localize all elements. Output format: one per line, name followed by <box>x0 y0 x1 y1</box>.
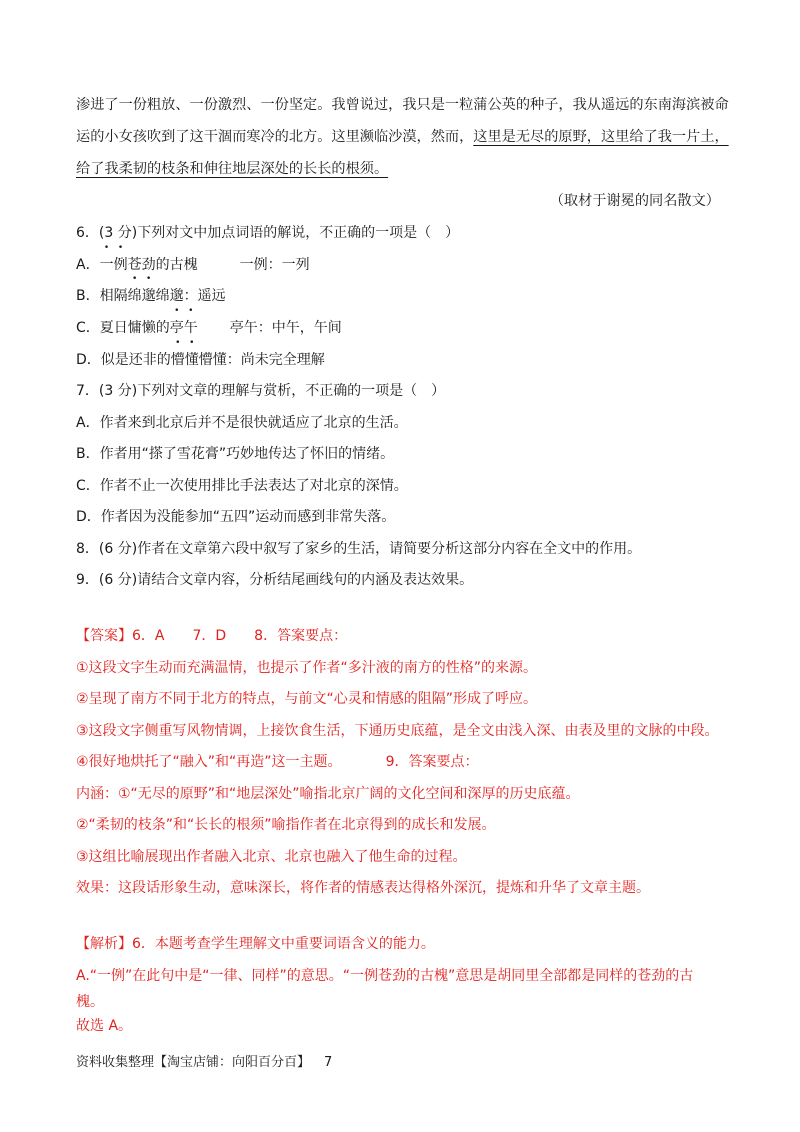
answer-point-3: ③这段文字侧重写风物情调，上接饮食生活，下通历史底蕴，是全文由浅入深、由表及里的文脉的中段。 <box>76 723 719 739</box>
dotted-char: 懂 <box>184 352 199 368</box>
question-7-option-d: D．作者因为没能参加“五四”运动而感到非常失落。 <box>76 509 396 525</box>
answer-point-2: ②呈现了南方不同于北方的特点，与前文“心灵和情感的阻隔”形成了呼应。 <box>76 691 538 707</box>
dotted-char: 邈 <box>141 288 156 304</box>
question-7-stem: 7．(3 分)下列对文章的理解与赏析，不正确的一项是（ ） <box>76 383 446 399</box>
question-7-option-c: C．作者不止一次使用排比手法表达了对北京的深情。 <box>76 478 408 494</box>
dotted-char: 例 <box>113 257 128 273</box>
passage-line-2-plain: 运的小女孩吹到了这干涸而寒冷的北方。这里濒临沙漠，然而， <box>76 129 474 145</box>
option-text: C．夏日慵懒的 <box>76 320 170 336</box>
option-text: D．似是还非的 <box>76 352 171 368</box>
question-6-option-b <box>76 286 226 306</box>
analysis-label: 【解析】 <box>76 936 132 952</box>
dotted-char: 懵 <box>170 352 185 368</box>
page-footer <box>76 1051 332 1070</box>
question-9: 9．(6 分)请结合文章内容，分析结尾画线句的内涵及表达效果。 <box>76 572 474 588</box>
footer-text: 资料收集整理【淘宝店铺：向阳百分百】 <box>76 1055 311 1070</box>
option-note: 绵邈：遥远 <box>155 288 226 304</box>
question-6-stem: 6．(3 分)下列对文中加点词语的解说，不正确的一项是（ ） <box>76 225 460 241</box>
answer-q9-header: 9．答案要点： <box>385 754 479 770</box>
analysis-head: 6．本题考查学生理解文中重要词语含义的能力。 <box>132 936 435 952</box>
question-6-option-d <box>76 350 325 370</box>
answer-point-1: ①这段文字生动而充满温情，也提示了作者“多汁液的南方的性格”的来源。 <box>76 660 538 676</box>
question-8: 8．(6 分)作者在文章第六段中叙写了家乡的生活，请简要分析这部分内容在全文中的作用。 <box>76 541 642 557</box>
passage-underlined-sentence-start: 这里是无尽的原野，这里给了我一片土， <box>473 129 729 145</box>
answer-q9-meaning-1: 内涵：①“无尽的原野”和“地层深处”喻指北京广阔的文化空间和深厚的历史底蕴。 <box>76 786 580 802</box>
question-7-option-b: B．作者用“搽了雪花膏”巧妙地传达了怀旧的情绪。 <box>76 446 395 462</box>
dotted-char: 绵 <box>127 288 142 304</box>
dotted-char: 亭 <box>169 320 184 336</box>
answer-q9-meaning-3: ③这组比喻展现出作者融入北京、北京也融入了他生命的过程。 <box>76 849 467 865</box>
answer-label: 【答案】 <box>76 628 132 644</box>
option-note: 懵懂：尚未完全理解 <box>198 352 325 368</box>
dotted-char: 一 <box>99 257 114 273</box>
answer-q9-meaning-2: ②“柔韧的枝条”和“长长的根须”喻指作者在北京得到的成长和发展。 <box>76 817 496 833</box>
question-6-option-a <box>76 255 310 275</box>
option-letter: A． <box>76 257 100 273</box>
analysis-line-3: 故选 A。 <box>76 1018 133 1034</box>
option-text: B．相隔 <box>76 288 128 304</box>
page-number: 7 <box>324 1055 333 1070</box>
option-note: 一例：一列 <box>239 257 310 273</box>
dotted-char: 午 <box>183 320 198 336</box>
question-6-option-c <box>76 318 342 338</box>
passage-line-2 <box>76 127 729 147</box>
passage-underlined-sentence-end: 给了我柔韧的枝条和伸往地层深处的长长的根须。 <box>76 161 389 177</box>
passage-line-1: 渗进了一份粗放、一份激烈、一份坚定。我曾说过，我只是一粒蒲公英的种子，我从遥远的东南海滨被命 <box>76 97 729 113</box>
option-note: 亭午：中午，午间 <box>229 320 342 336</box>
analysis-header <box>76 934 435 954</box>
analysis-line-1: A.“一例”在此句中是“一律、同样”的意思。“一例苍劲的古槐”意思是胡同里全部都是同样的苍劲的古 <box>76 968 694 984</box>
answer-header <box>76 626 347 646</box>
answer-point-4-text: ④很好地烘托了“融入”和“再造”这一主题。 <box>76 754 342 770</box>
answer-q9-effect: 效果：这段话形象生动，意味深长，将作者的情感表达得格外深沉，提炼和升华了文章主题。 <box>76 880 650 896</box>
question-7-option-a: A．作者来到北京后并不是很快就适应了北京的生活。 <box>76 415 408 431</box>
answer-point-4 <box>76 752 478 772</box>
analysis-line-2: 槐。 <box>76 994 104 1010</box>
option-text: 苍劲的古槐 <box>127 257 198 273</box>
passage-source: （取材于谢冕的同名散文） <box>549 193 720 209</box>
answer-choices: 6．A 7．D 8．答案要点： <box>132 628 348 644</box>
